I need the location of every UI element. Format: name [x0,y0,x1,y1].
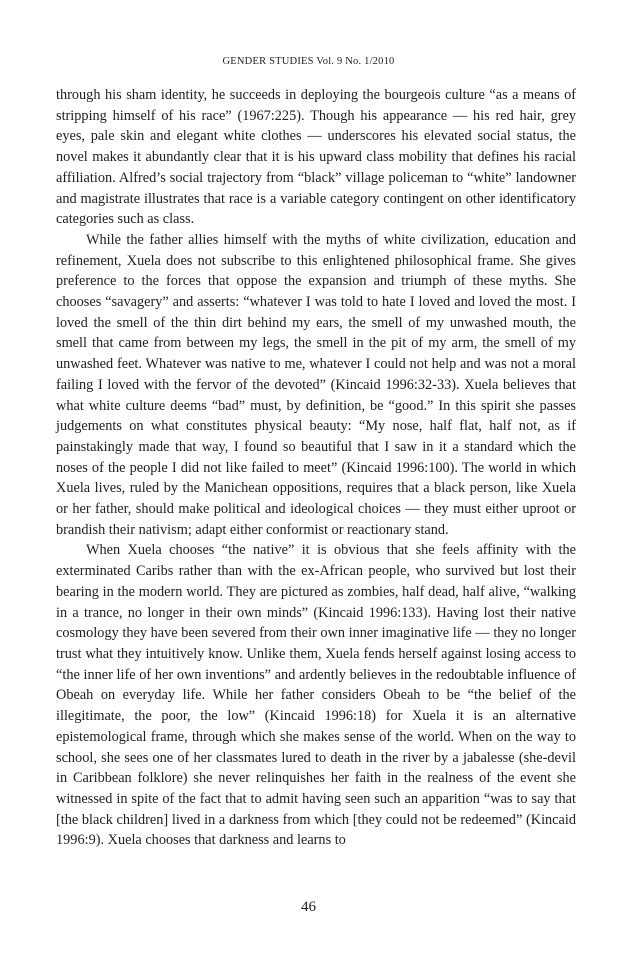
paragraph-1: through his sham identity, he succeeds in deploying the bourgeois culture “as a means of stripping himself of his race” (1967:225). Though his appearance — his red hair, grey eyes, pale skin and elegant white clothes — underscores his elevated social status, the novel makes it abundantly clear that it is his upward class mobility that defines his racial affiliation. Alfred’s social trajectory from “black” village policeman to “white” landowner and magistrate illustrates that race is a variable category contingent on other identificatory categories such as class. [56,87,576,228]
running-head: GENDER STUDIES Vol. 9 No. 1/2010 [222,56,395,67]
paragraph-2: While the father allies himself with the myths of white civilization, education and refinement, Xuela does not subscribe to this enlightened philosophical frame. She gives preference to the forces that oppose the expansion and triumph of these myths. She chooses “savagery” and asserts: “whatever I was told to hate I loved and loved the most. I loved the smell of the thin dirt behind my ears, the smell of my unwashed mouth, the smell that came from between my legs, the smell in the pit of my arm, the smell of my unwashed feet. Whatever was native to me, whatever I could not help and was not a moral failing I loved with the fervor of the devoted” (Kincaid 1996:32-33). Xuela believes that what white culture deems “bad” must, by definition, be “good.” In this spirit she passes judgements on what constitutes physical beauty: “My nose, half flat, half not, as if painstakingly made that way, I found so beautiful that I saw in it a standard which the noses of the people I did not like failed to meet” (Kincaid 1996:100). The world in which Xuela lives, ruled by the Manichean oppositions, requires that a black person, like Xuela or her father, should make political and ideological choices — they must either uproot or brandish their nativism; adapt either conformist or reactionary stand. [56,231,576,538]
body-text [56,85,576,851]
page-number: 46 [301,899,316,915]
paragraph-3: When Xuela chooses “the native” it is obvious that she feels affinity with the exterminated Caribs rather than with the ex-African people, who survived but lost their bearing in the modern world. They are pictured as zombies, half dead, half alive, “walking in a trance, no longer in their own minds” (Kincaid 1996:133). Having lost their native cosmology they have been severed from their own inner imaginative life — they no longer trust what they intuitively know. Unlike them, Xuela fends herself against losing access to “the inner life of her own inventions” and ardently believes in the redoubtable influence of Obeah on everyday life. While her father considers Obeah to be “the belief of the illegitimate, the poor, the low” (Kincaid 1996:18) for Xuela it is an alternative epistemological frame, through which she makes sense of the world. When on the way to school, she sees one of her classmates lured to death in the river by a jabalesse (she-devil in Caribbean folklore) she never relinquishes her faith in the realness of the event she witnessed in spite of the fact that to admit having seen such an apparition “was to say that [the black children] lived in a darkness from which [they could not be redeemed” (Kincaid 1996:9). Xuela chooses that darkness and learns to [56,542,576,849]
